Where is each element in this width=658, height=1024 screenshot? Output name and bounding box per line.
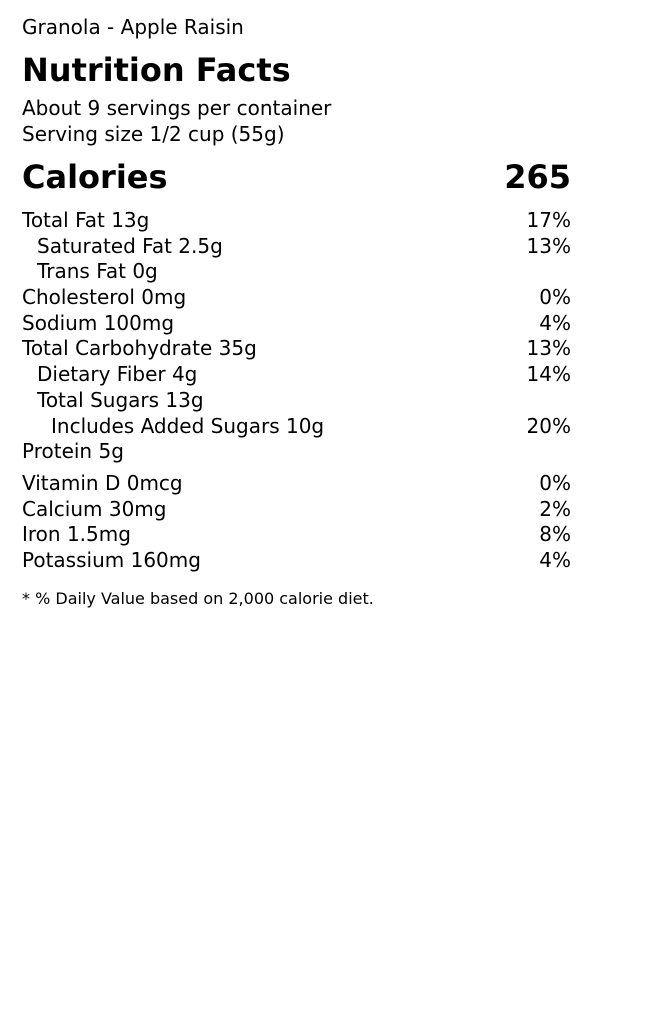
vitamin-name: Potassium 160mg (22, 548, 201, 573)
calories-value: 265 (504, 158, 571, 196)
nutrient-daily-value: 13% (526, 233, 571, 258)
nutrient-row (22, 208, 571, 234)
calories-row (22, 157, 571, 197)
vitamin-daily-value: 0% (539, 471, 571, 495)
nutrient-name: Saturated Fat 2.5g (37, 233, 223, 258)
nutrient-name: Total Sugars 13g (37, 387, 204, 412)
vitamin-list (22, 471, 571, 574)
nutrient-list (22, 208, 571, 465)
nutrient-daily-value: 14% (526, 362, 571, 387)
nutrient-name: Dietary Fiber 4g (37, 362, 198, 387)
vitamin-daily-value: 4% (539, 548, 571, 573)
nutrient-name: Cholesterol 0mg (22, 285, 187, 310)
nutrient-name: Protein 5g (22, 439, 124, 464)
vitamin-name: Iron 1.5mg (22, 522, 131, 547)
nutrient-name: Includes Added Sugars 10g (51, 413, 325, 438)
nutrient-daily-value: 4% (539, 310, 571, 335)
nutrient-name: Total Fat 13g (22, 208, 150, 232)
nutrient-row (22, 234, 571, 260)
nutrient-row (22, 285, 571, 311)
nutrient-row (22, 336, 571, 362)
calories-label: Calories (22, 158, 168, 196)
vitamin-daily-value: 2% (539, 496, 571, 521)
vitamin-name: Calcium 30mg (22, 496, 167, 521)
nutrient-daily-value: 0% (539, 285, 571, 310)
nutrient-row (22, 311, 571, 337)
vitamin-daily-value: 8% (539, 522, 571, 547)
product-name: Granola - Apple Raisin (22, 15, 244, 39)
nutrient-daily-value: 20% (526, 413, 571, 438)
daily-value-footnote: * % Daily Value based on 2,000 calorie diet. (22, 589, 374, 608)
nutrient-row (22, 414, 571, 440)
nutrition-facts-title: Nutrition Facts (22, 51, 291, 89)
vitamin-row (22, 522, 571, 548)
vitamin-name: Vitamin D 0mcg (22, 471, 183, 495)
vitamin-row (22, 471, 571, 497)
nutrient-row (22, 362, 571, 388)
nutrient-name: Sodium 100mg (22, 310, 175, 335)
servings-per-container: About 9 servings per container (22, 96, 332, 120)
vitamin-row (22, 548, 571, 574)
vitamin-row (22, 497, 571, 523)
nutrient-daily-value: 17% (526, 208, 571, 232)
nutrient-row (22, 259, 571, 285)
serving-size: Serving size 1/2 cup (55g) (22, 122, 285, 146)
nutrient-name: Total Carbohydrate 35g (22, 336, 257, 361)
nutrient-name: Trans Fat 0g (37, 259, 158, 284)
nutrient-row (22, 388, 571, 414)
nutrient-daily-value: 13% (526, 336, 571, 361)
nutrient-row (22, 439, 571, 465)
